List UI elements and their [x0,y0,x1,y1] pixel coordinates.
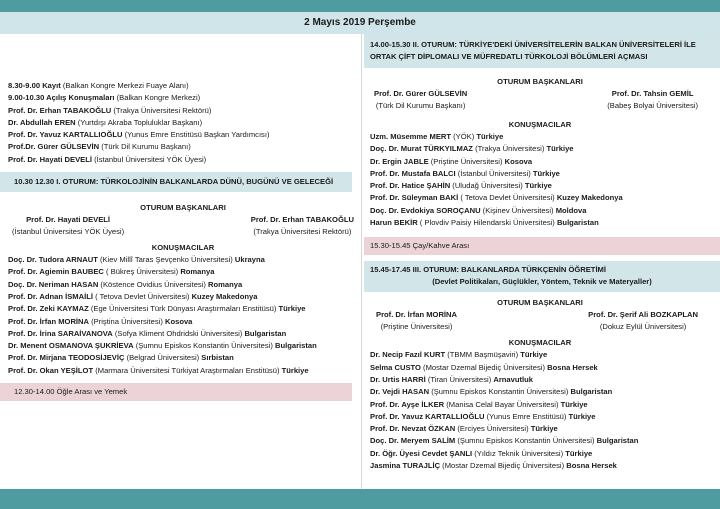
session1-chair-1: Prof. Dr. Hayati DEVELİ (İstanbul Üniversitesi YÖK Üyesi) [12,215,125,236]
speaker-affiliation: (Yıldız Teknik Üniversitesi) [472,448,566,458]
speaker-country: Moldova [555,205,587,215]
speaker-entry [370,448,716,460]
speaker-country: Bulgaristan [274,341,317,351]
speaker-country: Türkiye [532,168,560,178]
session1-speakers-list [8,254,358,377]
speaker-country: Türkiye [476,132,504,141]
speaker-name: Dr. Urtis HARRİ [370,374,426,384]
speaker-affiliation: (Erciyes Üniversitesi) [455,424,531,434]
speaker-name: Doç. Dr. Neriman HASAN [8,279,99,289]
opening-entry [8,154,358,166]
speaker-name: Dr. Öğr. Üyesi Cevdet ŞANLI [370,448,473,458]
speaker-entry [370,374,716,386]
entry-name: 9.00-10.30 Açılış Konuşmaları [8,93,115,103]
speaker-affiliation: ( Tetova Devlet Üniversitesi) [458,193,557,203]
speaker-name: Prof. Dr. Hatice ŞAHİN [370,181,451,191]
speaker-entry [8,340,358,352]
entry-detail: (Trakya Üniversitesi Rektörü) [111,105,212,115]
speaker-name: Doç. Dr. Meryem SALİM [370,436,456,446]
session2-title: 14.00-15.30 II. OTURUM: TÜRKİYE'DEKİ ÜNİVERSİTELERİN BALKAN ÜNİVERSİTELERİ İLE ORTAK ÇİFT DİPLOMALI VE MÜFREDATLI TÜRKOLOJİ BÖLÜMLERİ AÇMASI [364,34,720,68]
top-color-bar [0,0,720,12]
opening-entry [8,141,358,153]
session3-chair-1: Prof. Dr. İrfan MORİNA (Priştine Üniversitesi) [376,310,458,331]
speaker-affiliation: (Köstence Ovidius Üniversitesi) [98,279,209,289]
speaker-country: Bulgaristan [570,387,613,397]
speaker-affiliation: (Ege Üniversitesi Türk Dünyası Araştırmaları Enstitüsü) [88,304,279,314]
speaker-affiliation: ( Tetova Devlet Üniversitesi) [92,291,192,301]
speaker-name: Dr. Vejdi HASAN [370,387,430,397]
speaker-affiliation: (TBMM Başmüşaviri) [445,350,521,360]
speaker-entry [8,266,358,278]
speaker-country: Türkiye [565,448,593,458]
opening-entry [8,105,358,117]
entry-detail: (Balkan Kongre Merkezi) [114,93,201,103]
speaker-country: Bulgaristan [596,436,639,446]
speaker-name: Doç. Dr. Evdokiya SOROÇANU [370,205,481,215]
speaker-entry [370,349,716,361]
speaker-name: Prof. Dr. Zeki KAYMAZ [8,304,89,314]
speaker-country: Sırbistan [201,353,234,363]
speaker-country: Arnavutluk [493,374,534,384]
entry-detail: (Türk Dil Kurumu Başkanı) [99,142,191,152]
speaker-name: Prof. Dr. Nevzat ÖZKAN [370,424,456,434]
speaker-affiliation: (Tiran Üniversitesi) [425,374,494,384]
opening-entry [8,117,358,129]
right-column [364,34,716,472]
speaker-country: Türkiye [520,350,548,360]
speaker-country: Bosna Hersek [566,461,617,471]
speaker-country: Kosova [504,156,533,166]
speaker-country: Kuzey Makedonya [556,193,623,203]
speaker-name: Selma CUSTO [370,362,421,372]
speaker-country: Türkiye [278,304,306,314]
speaker-entry [8,316,358,328]
speaker-entry [8,279,358,291]
session2-speakers-list [364,131,716,229]
speaker-entry [8,365,358,377]
speaker-name: Prof. Dr. İrina SARAİVANOVA [8,328,113,338]
speaker-name: Doç. Dr. Murat TÜRKYILMAZ [370,144,473,154]
speaker-name: Prof. Dr. Süleyman BAKİ [370,193,459,203]
entry-name: Prof. Dr. Yavuz KARTALLIOĞLU [8,130,123,140]
session3-chair-2: Prof. Dr. Şerif Ali BOZKAPLAN (Dokuz Eylül Üniversitesi) [588,310,698,331]
speaker-country: Romanya [208,279,243,289]
speaker-entry [370,362,716,374]
speaker-affiliation: ( Plovdiv Paisiy Hilendarski Üniversitesi) [417,218,557,228]
entry-name: Prof.Dr. Gürer GÜLSEVİN [8,142,100,152]
speaker-entry [370,411,716,423]
speaker-entry [370,423,716,435]
opening-entry [8,80,358,92]
entry-detail: (Yurtdışı Akraba Topluluklar Başkanı) [75,117,203,127]
speaker-country: Kuzey Makedonya [191,291,258,301]
speaker-affiliation: (Marmara Üniversitesi Türkiyat Araştırmaları Enstitüsü) [93,365,282,375]
speaker-name: Prof. Dr. Mirjana TEODOSİJEVİÇ [8,353,125,363]
session2-chairs-heading: OTURUM BAŞKANLARI [497,77,583,86]
speaker-entry [370,435,716,447]
speaker-affiliation: (YÖK) [451,132,477,141]
session2-chair-1: Prof. Dr. Gürer GÜLSEVİN (Türk Dil Kurumu Başkanı) [374,89,468,110]
session2-speakers-heading: KONUŞMACILAR [508,120,572,129]
speaker-name: Dr. Necip Fazıl KURT [370,350,446,360]
opening-entry [8,92,358,104]
speaker-entry [370,168,716,180]
date-heading: 2 Mayıs 2019 Perşembe [0,12,720,34]
speaker-name: Prof. Dr. İrfan MORİNA [8,316,90,326]
speaker-affiliation: (Belgrad Üniversitesi) [124,353,202,363]
session1-title: 10.30 12.30 I. OTURUM: TÜRKOLOJİNİN BALKANLARDA DÜNÜ, BUGÜNÜ VE GELECEĞİ [0,172,352,192]
bottom-color-bar [0,489,720,509]
speaker-affiliation: (Trakya Üniversitesi) [472,144,547,154]
speaker-affiliation: (İstanbul Üniversitesi) [455,168,533,178]
speaker-entry [370,192,716,204]
speaker-country: Bosna Hersek [547,362,598,372]
speaker-affiliation: (Uludağ Üniversitesi) [450,181,525,191]
speaker-entry [8,291,358,303]
session3-speakers-heading: KONUŞMACILAR [508,338,572,348]
entry-name: Dr. Abdullah EREN [8,117,76,127]
entry-name: Prof. Dr. Hayati DEVELİ [8,154,92,164]
speaker-affiliation: (Şumnu Episkos Konstantin Üniversitesi) [133,341,275,351]
entry-detail: (Yunus Emre Enstitüsü Başkan Yardımcısı) [122,130,270,140]
speaker-entry [370,460,716,472]
speaker-affiliation: (Yunus Emre Enstitüsü) [484,411,569,421]
session1-chairs-heading: OTURUM BAŞKANLARI [140,203,226,213]
speaker-affiliation: (Mostar Dzemal Bijediç Üniversitesi) [420,362,548,372]
speaker-entry [8,254,358,266]
entry-detail: (Balkan Kongre Merkezi Fuaye Alanı) [60,81,189,90]
entry-name: Prof. Dr. Erhan TABAKOĞLU [8,105,112,115]
opening-entry [8,129,358,141]
speaker-name: Prof. Dr. Ayşe İLKER [370,399,445,409]
session1-chair-2: Prof. Dr. Erhan TABAKOĞLU (Trakya Üniversitesi Rektörü) [250,215,354,236]
speaker-country: Türkiye [524,181,552,191]
speaker-affiliation: (Şumnu Episkos Konstantin Üniversitesi) [455,436,597,446]
speaker-country: Romanya [180,267,215,277]
lunch-break: 12.30-14.00 Öğle Arası ve Yemek [0,383,352,401]
speaker-country: Türkiye [530,424,558,434]
entry-name: 8.30-9.00 Kayıt [8,81,61,90]
speaker-affiliation: (Priştine Üniversitesi) [428,156,505,166]
speaker-entry [370,156,716,168]
speaker-country: Bulgaristan [556,218,599,228]
speaker-name: Prof. Dr. Mustafa BALCI [370,168,456,178]
speaker-name: Prof. Dr. Okan YEŞİLOT [8,365,94,375]
speaker-affiliation: ( Bükreş Üniversitesi) [103,267,181,277]
speaker-name: Jasmina TURAJLİÇ [370,461,441,471]
column-divider [361,34,362,489]
session3-title: 15.45-17.45 III. OTURUM: BALKANLARDA TÜRKÇENİN ÖĞRETİMİ (Devlet Politikaları, Güçlükler, Yöntem, Teknik ve Materyaller) [364,261,720,292]
speaker-affiliation: (Kişinev Üniversitesi) [480,205,556,215]
session3-speakers-list [364,349,716,472]
speaker-country: Kosova [164,316,193,326]
session2-chair-2: Prof. Dr. Tahsin GEMİL (Babeş Bolyai Üniversitesi) [607,89,698,110]
speaker-name: Doç. Dr. Tudora ARNAUT [8,255,98,265]
session3-chairs-heading: OTURUM BAŞKANLARI [497,298,583,308]
speaker-affiliation: (Priştina Üniversitesi) [89,316,165,326]
session1-speakers-heading: KONUŞMACILAR [151,243,215,253]
speaker-entry [370,217,716,229]
speaker-entry [370,205,716,217]
speaker-affiliation: (Manisa Celal Bayar Üniversitesi) [444,399,561,409]
speaker-entry [370,399,716,411]
speaker-name: Prof. Dr. Yavuz KARTALLIOĞLU [370,411,485,421]
speaker-entry [370,131,716,143]
speaker-entry [8,303,358,315]
speaker-entry [8,352,358,364]
speaker-entry [370,180,716,192]
speaker-affiliation: (Şumnu Episkos Konstantin Üniversitesi) [429,387,571,397]
speaker-affiliation: (Mostar Dzemal Bijediç Üniversitesi) [440,461,567,471]
speaker-entry [370,143,716,155]
left-column [8,34,358,401]
speaker-country: Türkiye [546,144,574,154]
speaker-name: Prof. Dr. Adnan İSMAİLİ [8,291,93,301]
speaker-name: Uzm. Müsemme MERT [370,132,452,141]
speaker-country: Bulgaristan [244,328,287,338]
speaker-country: Türkiye [281,365,309,375]
speaker-country: Türkiye [568,411,596,421]
speaker-country: Ukrayna [234,255,265,265]
speaker-entry [370,386,716,398]
speaker-name: Prof. Dr. Agiemin BAUBEC [8,267,104,277]
speaker-name: Dr. Menent OSMANOVA ŞUKRİEVA [8,341,134,351]
speaker-entry [8,328,358,340]
speaker-country: Türkiye [560,399,588,409]
speaker-name: Harun BEKİR [370,218,418,228]
coffee-break: 15.30-15.45 Çay/Kahve Arası [364,237,720,255]
entry-detail: (İstanbul Üniversitesi YÖK Üyesi) [91,154,207,164]
speaker-name: Dr. Ergin JABLE [370,156,429,166]
opening-list [8,80,358,166]
speaker-affiliation: (Sofya Kliment Ohdridski Üniversitesi) [112,328,245,338]
speaker-affiliation: (Kiev Millî Taras Şevçenko Üniversitesi) [97,255,235,265]
